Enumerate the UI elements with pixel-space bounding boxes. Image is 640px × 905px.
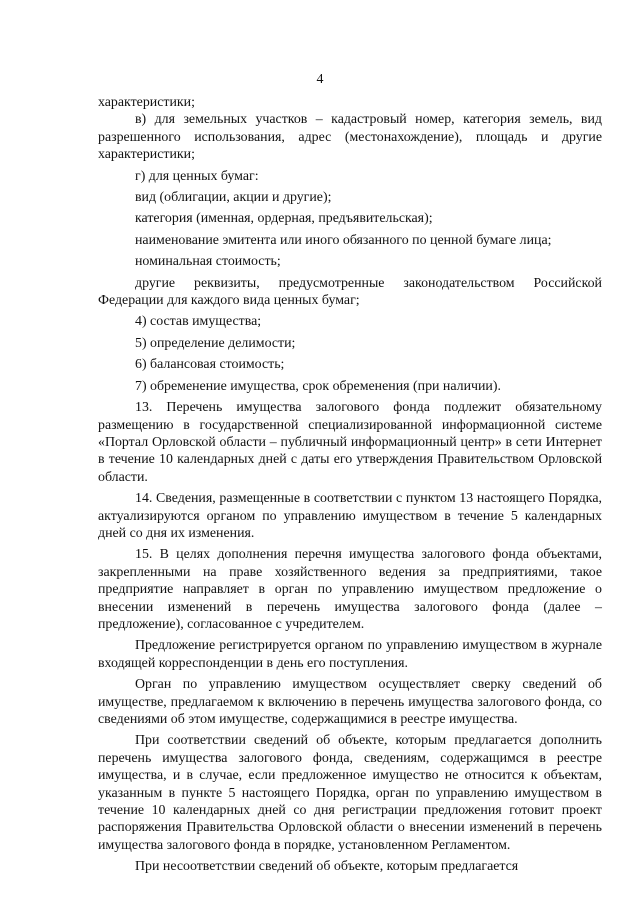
paragraph: другие реквизиты, предусмотренные законодательством Российской Федерации для каждого вида ценных бумаг; [98,275,602,309]
paragraph: в) для земельных участков – кадастровый номер, категория земель, вид разрешенного использования, адрес (местонахождение), площадь и другие характеристики; [98,112,602,163]
page-number: 4 [316,72,324,87]
paragraph: характеристики; [98,95,195,110]
paragraph: 15. В целях дополнения перечня имущества залогового фонда объектами, закрепленными на праве хозяйственного ведения за предприятиями, такое предприятие направляет в орган по управлению имуществом предложение о внесении изменений в перечень имущества залогового фонда (далее – предложение), согласованное с учредителем. [98,547,602,632]
paragraph: 13. Перечень имущества залогового фонда подлежит обязательному размещению в государственной специализированной информационной системе «Портал Орловской области – публичный информационный центр» в сети Интернет в течение 10 календарных дней с даты его утверждения Правительством Орловской области. [98,400,602,485]
paragraph: 5) определение делимости; [135,335,296,351]
paragraph: категория (именная, ордерная, предъявительская); [135,211,433,227]
paragraph: Предложение регистрируется органом по управлению имуществом в журнале входящей корреспонденции в день его поступления. [98,638,602,671]
document-body [98,94,602,876]
paragraph: При несоответствии сведений об объекте, которым предлагается [135,859,519,875]
paragraph: 6) балансовая стоимость; [135,357,285,373]
paragraph: наименование эмитента или иного обязанного по ценной бумаге лица; [135,232,552,248]
paragraph: При соответствии сведений об объекте, которым предлагается дополнить перечень имущества залогового фонда, сведениям, содержащимся в реестре имущества, и в случае, если предложенное имущество не относится к объектам, указанным в пункте 5 настоящего Порядка, орган по управлению имуществом в течение 10 календарных дней со дня регистрации предложения готовит проект распоряжения Правительства Орловской области о внесении изменений в перечень имущества залогового фонда в порядке, установленном Регламентом. [98,733,602,853]
paragraph: 7) обременение имущества, срок обременения (при наличии). [135,378,501,394]
paragraph: Орган по управлению имуществом осуществляет сверку сведений об имуществе, предлагаемом к включению в перечень имущества залогового фонда, со сведениями об этом имуществе, содержащимися в реестре имущества. [98,677,602,727]
paragraph: 14. Сведения, размещенные в соответствии с пунктом 13 настоящего Порядка, актуализируются органом по управлению имуществом в течение 5 календарных дней со дня их изменения. [98,491,602,541]
paragraph: номинальная стоимость; [135,254,281,270]
paragraph: 4) состав имущества; [135,314,262,330]
paragraph: вид (облигации, акции и другие); [135,190,332,206]
paragraph: г) для ценных бумаг: [135,168,259,184]
